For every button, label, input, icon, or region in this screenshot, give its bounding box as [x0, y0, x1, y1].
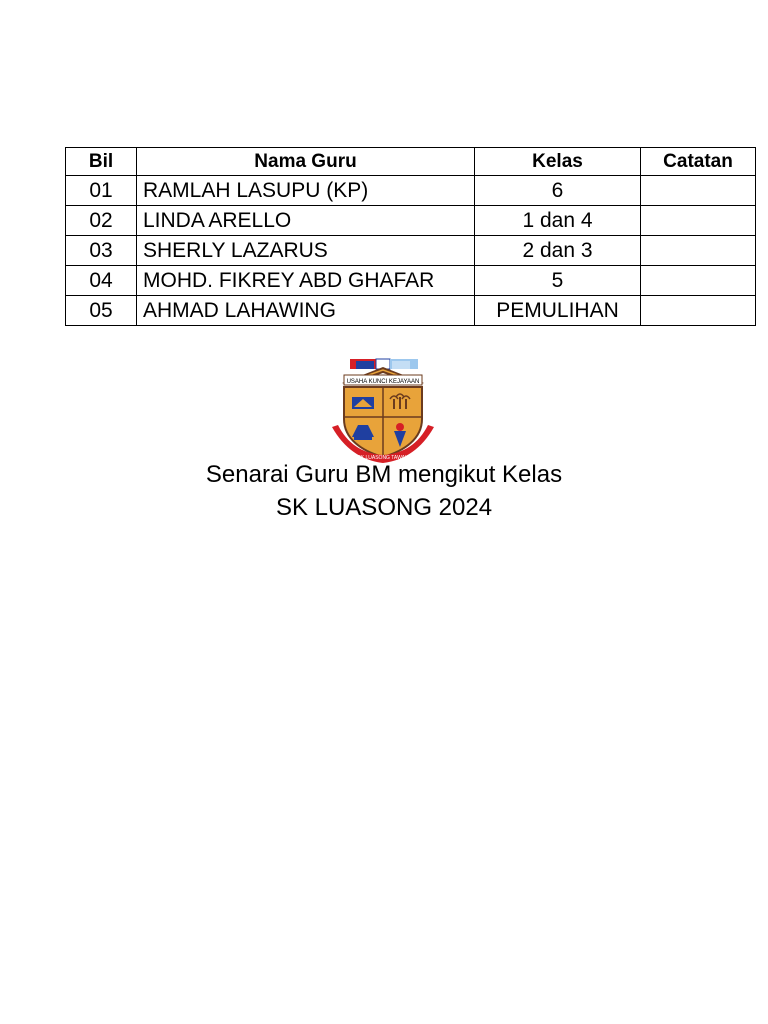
- table-row: [66, 176, 756, 206]
- table-row: [66, 206, 756, 236]
- cell-nama-guru: MOHD. FIKREY ABD GHAFAR: [137, 266, 475, 296]
- cell-catatan: [641, 296, 756, 326]
- table-row: [66, 236, 756, 266]
- cell-kelas: 5: [475, 266, 641, 296]
- cell-nama-guru: RAMLAH LASUPU (KP): [137, 176, 475, 206]
- header-nama-guru: Nama Guru: [137, 148, 475, 176]
- cell-nama-guru: SHERLY LAZARUS: [137, 236, 475, 266]
- cell-nama-guru: AHMAD LAHAWING: [137, 296, 475, 326]
- cell-bil: 02: [66, 206, 137, 236]
- table-row: [66, 266, 756, 296]
- cell-kelas: 6: [475, 176, 641, 206]
- cell-bil: 03: [66, 236, 137, 266]
- logo-motto: USAHA KUNCI KEJAYAAN: [346, 379, 420, 385]
- cell-kelas: 1 dan 4: [475, 206, 641, 236]
- header-catatan: Catatan: [641, 148, 756, 176]
- caption-subtitle: SK LUASONG 2024: [275, 494, 493, 521]
- cell-kelas: 2 dan 3: [475, 236, 641, 266]
- table-header-row: [66, 148, 756, 176]
- cell-catatan: [641, 266, 756, 296]
- cell-nama-guru: LINDA ARELLO: [137, 206, 475, 236]
- logo-ribbon-text: SK LUASONG TAWAU: [357, 455, 409, 461]
- cell-catatan: [641, 236, 756, 266]
- teacher-table: [65, 147, 756, 326]
- caption-title: Senarai Guru BM mengikut Kelas: [205, 461, 563, 488]
- cell-catatan: [641, 206, 756, 236]
- cell-bil: 04: [66, 266, 137, 296]
- mountain-icon: [352, 397, 374, 409]
- cell-bil: 05: [66, 296, 137, 326]
- school-logo: [330, 355, 436, 465]
- header-kelas: Kelas: [475, 148, 641, 176]
- cell-catatan: [641, 176, 756, 206]
- header-bil: Bil: [66, 148, 137, 176]
- cell-bil: 01: [66, 176, 137, 206]
- cell-kelas: PEMULIHAN: [475, 296, 641, 326]
- table-row: [66, 296, 756, 326]
